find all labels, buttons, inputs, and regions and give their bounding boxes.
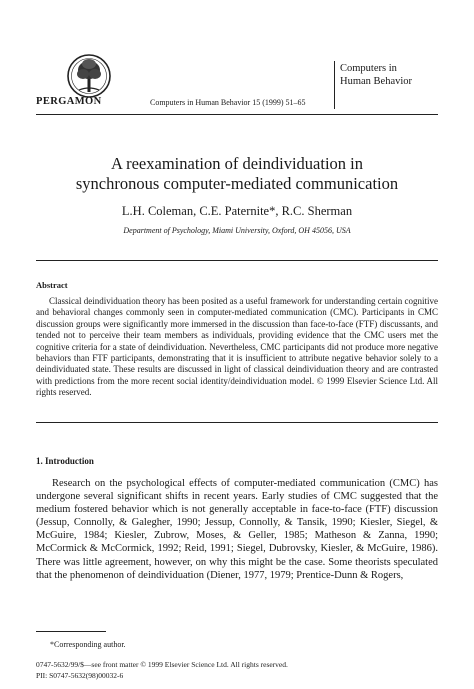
journal-title-line2: Human Behavior <box>340 76 413 87</box>
copyright-line: 0747-5632/99/$—see front matter © 1999 Elsevier Science Ltd. All rights reserved. <box>36 660 288 669</box>
corresponding-author-footnote: *Corresponding author. <box>50 640 126 649</box>
article-title-line1: A reexamination of deindividuation in <box>110 154 364 173</box>
abstract-heading: Abstract <box>36 280 68 290</box>
article-title <box>36 154 438 194</box>
introduction-text: Research on the psychological effects of computer-mediated communication (CMC) has undergone several significant shifts in recent years. Early studies of CMC suggested that the medium fostered behavior which is not generally acceptable in face-to-face (FTF) discussion (Jessup, Connolly, & Galegher, 1990; Jessup, Connolly, & Tansik, 1990; Kiesler, Siegel, & McGuire, 1984; Kiesler, Zubrow, Moses, & Geller, 1985; Matheson & Zanna, 1990; McCormick & McCormick, 1992; Reid, 1991; Siegel, Dubrovsky, Kiesler, & McGuire, 1986). There was little agreement, however, on why this might be the case. Some theorists speculated that the phenomenon of deindividuation (Diener, 1977, 1979; Prentice-Dunn & Rogers, <box>36 478 438 581</box>
publisher-name: PERGAMON <box>36 96 102 107</box>
journal-citation: Computers in Human Behavior 15 (1999) 51–65 <box>150 98 306 107</box>
pii-line: PII: S0747-5632(98)00032-6 <box>36 671 124 680</box>
abstract-text: Classical deindividuation theory has been posited as a useful framework for understanding certain cognitive and behavioral changes commonly seen in computer-mediated communication (CMC). Participants in CMC discussion groups were significantly more immersed in the discussion than face-to-face (FTF) discussants, and tended not to perceive their team members as individuals, providing evidence that the CMC users met the cognitive criteria for a state of deindividuation. Nevertheless, CMC participants did not produce more negative behaviors than FTF participants, demonstrating that it is insufficient to attribute negative behavior solely to a deindividuated state. These results are discussed in light of classical deindividuation theory and are contrasted with predictions from the more recent social identity/deindividuation model. © 1999 Elsevier Science Ltd. All rights reserved. <box>36 296 438 398</box>
author-affiliation: Department of Psychology, Miami University, Oxford, OH 45056, USA <box>123 226 351 235</box>
journal-title-line1: Computers in <box>340 63 397 74</box>
section-heading-introduction: 1. Introduction <box>36 456 94 466</box>
article-title-line2: synchronous computer-mediated communication <box>75 174 399 193</box>
abstract-bottom-rule <box>36 422 438 423</box>
header-rule <box>36 114 438 115</box>
article-authors: L.H. Coleman, C.E. Paternite*, R.C. Sherman <box>121 204 353 218</box>
footnote-rule <box>36 631 106 632</box>
journal-title <box>340 62 412 88</box>
abstract-top-rule <box>36 260 438 261</box>
